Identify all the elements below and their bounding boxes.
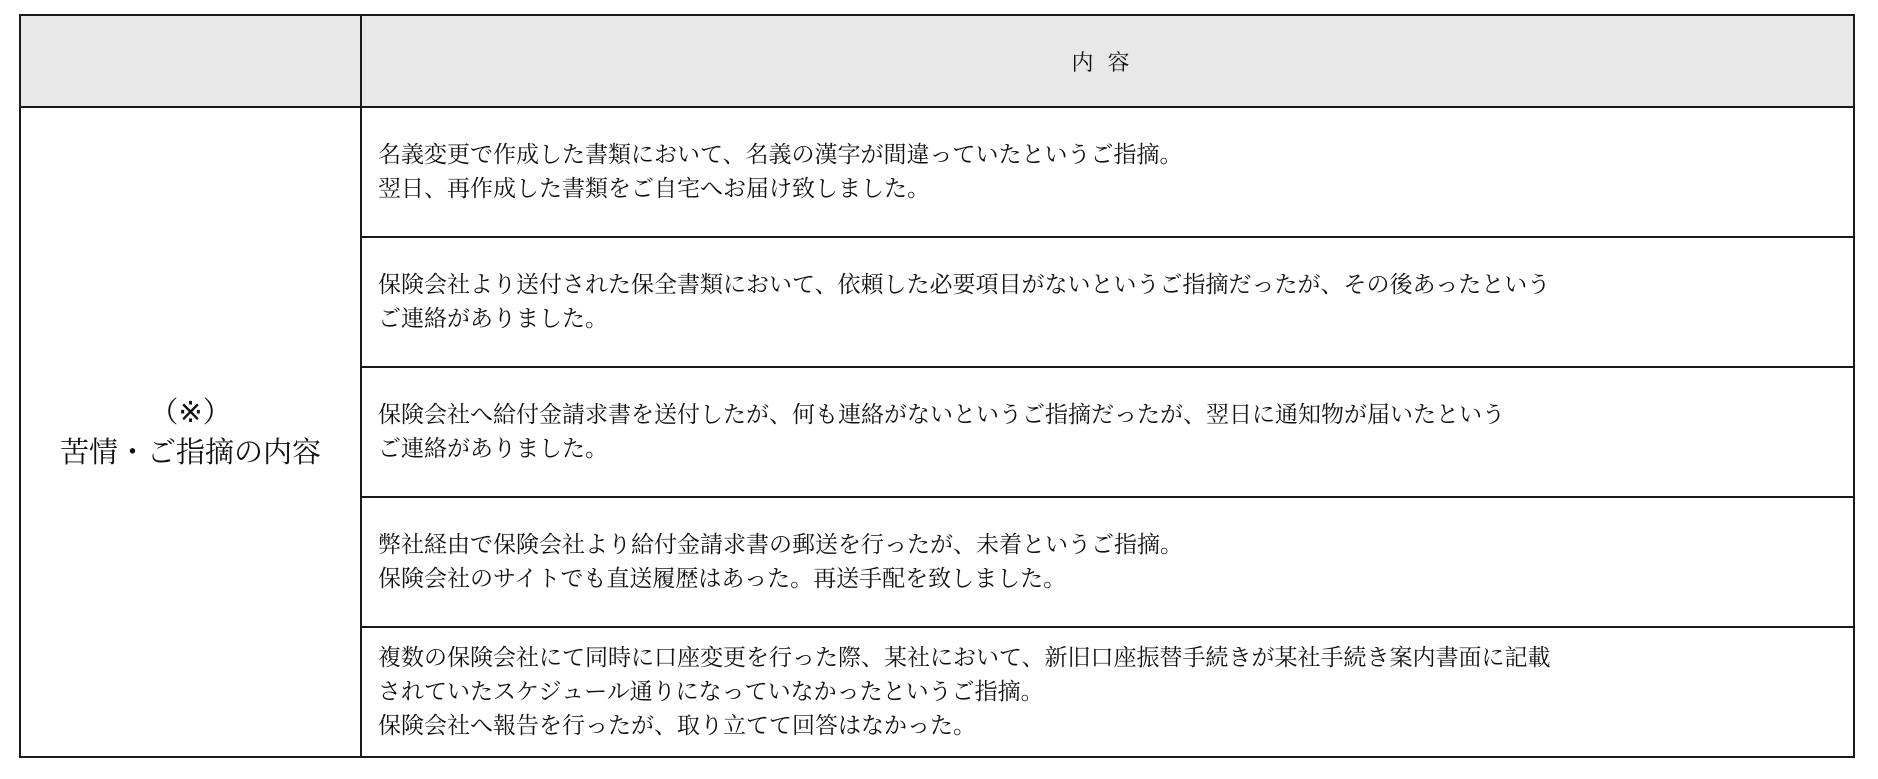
table-header-row [20, 15, 1854, 107]
header-left-cell [20, 15, 361, 107]
complaint-text-line: 保険会社へ報告を行ったが、取り立てて回答はなかった。 [378, 713, 976, 739]
complaint-text-line: 複数の保険会社にて同時に口座変更を行った際、某社において、新旧口座振替手続きが某社手続き案内書面に記載 [378, 645, 1551, 671]
complaint-item-1 [361, 107, 1854, 237]
complaint-item-2 [361, 237, 1854, 367]
category-label: 苦情・ご指摘の内容 [59, 435, 321, 469]
complaint-text-line: されていたスケジュール通りになっていなかったというご指摘。 [378, 679, 1044, 705]
complaint-item-3 [361, 367, 1854, 497]
complaint-text-line: ご連絡がありました。 [378, 436, 608, 462]
complaint-item-5 [361, 627, 1854, 757]
category-note-mark: （※） [149, 395, 232, 429]
complaint-text-line: 弊社経由で保険会社より給付金請求書の郵送を行ったが、未着というご指摘。 [378, 532, 1183, 558]
complaint-text-line: ご連絡がありました。 [378, 306, 608, 332]
complaint-text-line: 翌日、再作成した書類をご自宅へお届け致しました。 [378, 176, 930, 202]
complaint-text-line: 保険会社へ給付金請求書を送付したが、何も連絡がないというご指摘だったが、翌日に通知物が届いたという [378, 402, 1505, 428]
complaint-text-line: 保険会社より送付された保全書類において、依頼した必要項目がないというご指摘だったが、その後あったという [378, 272, 1551, 298]
complaint-text-line: 保険会社のサイトでも直送履歴はあった。再送手配を致しました。 [378, 566, 1067, 592]
complaints-table [19, 14, 1855, 758]
table-row [20, 107, 1854, 237]
complaint-text-line: 名義変更で作成した書類において、名義の漢字が間違っていたというご指摘。 [378, 142, 1183, 168]
complaint-item-4 [361, 497, 1854, 627]
category-label-cell [20, 107, 361, 757]
header-content-cell: 内容 [361, 15, 1854, 107]
